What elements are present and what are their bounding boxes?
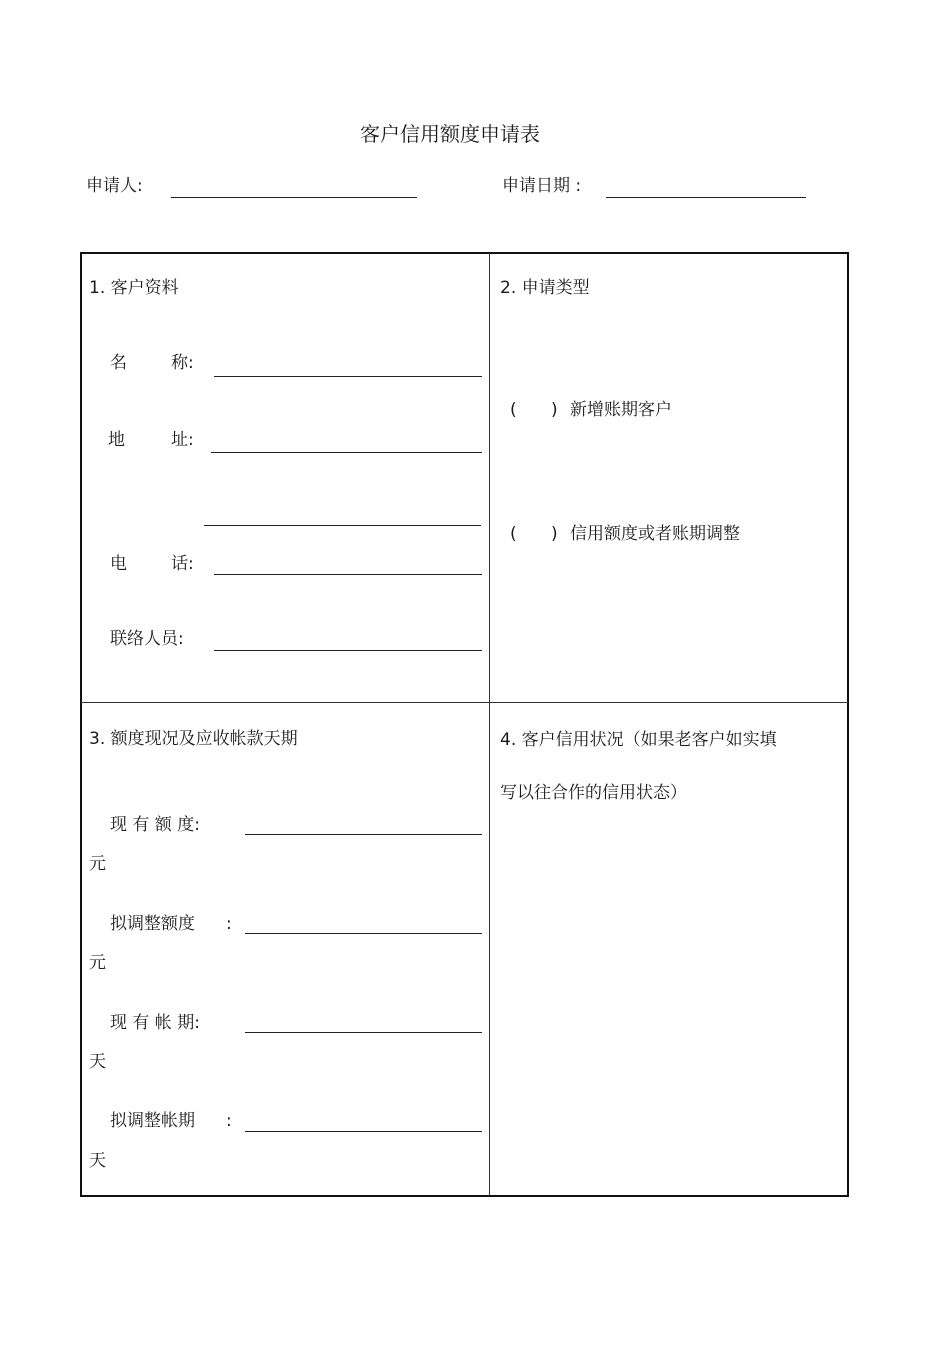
section-customer-info-heading: 1. 客户资料 (89, 278, 179, 298)
option-new-customer-label: 新增账期客户 (570, 400, 672, 420)
current-limit-label: 现 有 额 度: (110, 815, 200, 835)
option-new-customer-paren-open[interactable]: ( (510, 400, 517, 420)
proposed-term-unit: 天 (89, 1151, 106, 1171)
current-limit-field[interactable] (245, 834, 482, 835)
phone-label-part2: 话: (171, 554, 194, 574)
proposed-limit-unit: 元 (89, 953, 106, 973)
section-credit-status-heading-line2: 写以往合作的信用状态） (500, 783, 687, 803)
option-adjustment-label: 信用额度或者账期调整 (570, 524, 740, 544)
application-date-label: 申请日期 : (502, 176, 582, 196)
proposed-limit-field[interactable] (245, 933, 482, 934)
proposed-term-colon: : (226, 1111, 232, 1131)
proposed-term-label: 拟调整帐期 (110, 1111, 195, 1131)
current-term-field[interactable] (245, 1032, 482, 1033)
name-label-part1: 名 (110, 353, 127, 373)
address-label-part2: 址: (171, 430, 194, 450)
proposed-term-field[interactable] (245, 1131, 482, 1132)
credit-status-input-area[interactable] (495, 815, 840, 1185)
section-application-type-heading: 2. 申请类型 (500, 278, 590, 298)
application-date-field[interactable] (606, 197, 806, 198)
address-field-line2[interactable] (204, 525, 481, 526)
section-credit-status-heading-line1: 4. 客户信用状况（如果老客户如实填 (500, 730, 777, 750)
proposed-limit-label: 拟调整额度 (110, 914, 195, 934)
address-label-part1: 地 (108, 430, 125, 450)
applicant-label: 申请人: (86, 176, 143, 196)
section-limit-terms-heading: 3. 额度现况及应收帐款天期 (89, 729, 298, 749)
phone-field[interactable] (214, 574, 482, 575)
table-row-divider (81, 702, 848, 703)
proposed-limit-colon: : (226, 914, 232, 934)
applicant-field[interactable] (171, 197, 417, 198)
option-adjustment-paren-close[interactable]: ) (551, 524, 558, 544)
name-label-part2: 称: (171, 353, 194, 373)
table-column-divider (489, 253, 490, 1196)
phone-label-part1: 电 (110, 554, 127, 574)
address-field-line1[interactable] (211, 452, 482, 453)
customer-name-field[interactable] (214, 376, 482, 377)
page-title: 客户信用额度申请表 (360, 122, 540, 146)
option-new-customer-paren-close[interactable]: ) (551, 400, 558, 420)
current-limit-unit: 元 (89, 854, 106, 874)
option-adjustment-paren-open[interactable]: ( (510, 524, 517, 544)
contact-person-field[interactable] (214, 650, 482, 651)
current-term-unit: 天 (89, 1052, 106, 1072)
contact-person-label: 联络人员: (110, 629, 184, 649)
current-term-label: 现 有 帐 期: (110, 1013, 200, 1033)
